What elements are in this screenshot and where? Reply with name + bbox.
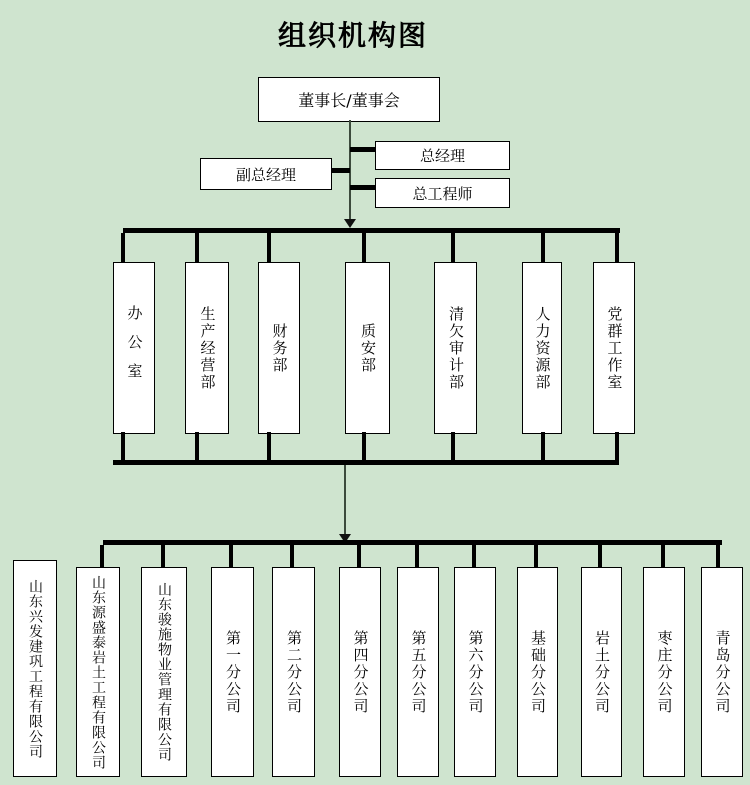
- branch-box-zaozhuang: [643, 567, 685, 777]
- branch-box-junshi: [141, 567, 187, 777]
- branch-label-no1: 第一分公司: [224, 629, 242, 715]
- connector-dept-7: [615, 233, 619, 262]
- dept-box-audit: [434, 262, 477, 434]
- arrow-down-icon: [344, 219, 356, 228]
- connector-branch-6: [357, 545, 361, 567]
- connector-branch-11: [661, 545, 665, 567]
- branch-box-jichu: [517, 567, 558, 777]
- connector-dept-down-3: [267, 432, 271, 460]
- branch-label-no6: 第六分公司: [466, 629, 485, 715]
- dept-label-party-group: 党群工作室: [605, 305, 624, 391]
- branch-box-no5: [397, 567, 439, 777]
- dept-label-production: 生产经营部: [198, 305, 217, 391]
- branch-box-qingdao: [701, 567, 743, 777]
- connector-gm: [350, 147, 375, 152]
- chief-engineer-box: [375, 178, 510, 208]
- connector-deputy-gm: [330, 168, 350, 173]
- connector-branch-10: [598, 545, 602, 567]
- connector-branch-8: [472, 545, 476, 567]
- connector-dept-4: [362, 233, 366, 262]
- gm-label: 总经理: [419, 147, 465, 165]
- branch-label-no5: 第五分公司: [409, 629, 428, 715]
- dept-box-finance: [258, 262, 300, 434]
- branch-box-yantu: [581, 567, 622, 777]
- connector-branch-12: [716, 545, 720, 567]
- branch-label-jichu: 基础分公司: [529, 629, 547, 715]
- connector-dept-3: [267, 233, 271, 262]
- branch-label-zaozhuang: 枣庄分公司: [655, 629, 674, 715]
- dept-label-office: 办公室: [125, 304, 144, 392]
- connector-departments-to-branches: [344, 465, 346, 537]
- branch-label-yuanshengtai: 山东源盛泰岩土工程有限公司: [90, 574, 106, 770]
- deputy-gm-box: [200, 158, 332, 190]
- connector-dept-1: [121, 233, 125, 262]
- gm-box: [375, 141, 510, 170]
- connector-dept-down-2: [195, 432, 199, 460]
- connector-chief-engineer: [350, 185, 375, 190]
- connector-dept-2: [195, 233, 199, 262]
- connector-branch-9: [534, 545, 538, 567]
- branch-box-no4: [339, 567, 381, 777]
- department-lower-bar: [113, 460, 619, 465]
- dept-box-quality-safety: [345, 262, 390, 434]
- connector-dept-6: [541, 233, 545, 262]
- connector-branch-4: [229, 545, 233, 567]
- branch-bus-bar: [103, 540, 722, 545]
- branch-label-no4: 第四分公司: [351, 629, 370, 715]
- connector-dept-down-4: [362, 432, 366, 460]
- branch-box-xingfa: [13, 560, 57, 777]
- branch-box-yuanshengtai: [76, 567, 120, 777]
- deputy-gm-label: 副总经理: [235, 165, 296, 184]
- chief-engineer-label: 总工程师: [412, 184, 473, 203]
- branch-label-xingfa: 山东兴发建巩工程有限公司: [27, 578, 43, 759]
- chairman-box: [258, 77, 440, 122]
- connector-branch-7: [415, 545, 419, 567]
- branch-label-junshi: 山东骏施物业管理有限公司: [156, 582, 172, 762]
- dept-box-party-group: [593, 262, 635, 434]
- dept-label-audit: 清欠审计部: [447, 305, 465, 391]
- dept-box-production: [185, 262, 229, 434]
- connector-branch-3: [161, 545, 165, 567]
- connector-dept-down-5: [451, 432, 455, 460]
- dept-box-hr: [522, 262, 562, 434]
- dept-label-quality-safety: 质安部: [359, 322, 377, 374]
- connector-dept-down-7: [615, 432, 619, 460]
- page-title: 组织机构图: [277, 19, 428, 52]
- connector-branch-2: [100, 545, 104, 567]
- chairman-label: 董事长/董事会: [298, 91, 400, 110]
- connector-dept-5: [451, 233, 455, 262]
- branch-box-no6: [454, 567, 496, 777]
- branch-label-yantu: 岩土分公司: [593, 629, 611, 715]
- connector-dept-down-6: [541, 432, 545, 460]
- connector-branch-5: [290, 545, 294, 567]
- connector-dept-down-1: [121, 432, 125, 460]
- dept-label-finance: 财务部: [270, 322, 289, 374]
- branch-box-no2: [272, 567, 315, 777]
- branch-label-qingdao: 青岛分公司: [713, 629, 732, 715]
- branch-box-no1: [211, 567, 254, 777]
- dept-label-hr: 人力资源部: [533, 305, 552, 391]
- dept-box-office: [113, 262, 155, 434]
- branch-label-no2: 第二分公司: [285, 629, 303, 715]
